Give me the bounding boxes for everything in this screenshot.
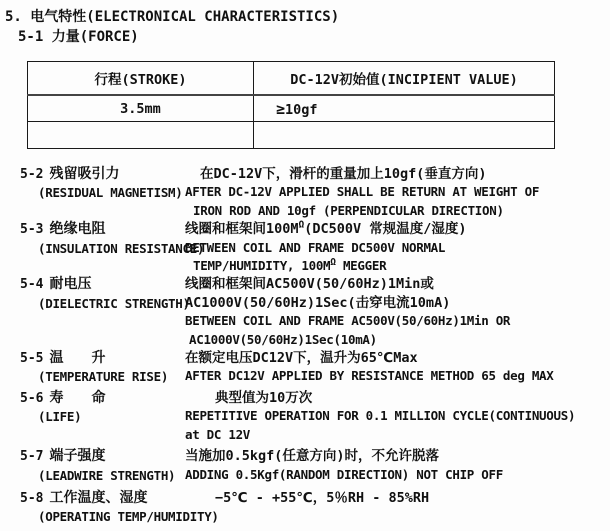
spec-line: TEMP/HUMIDITY, $100M^\Omega$ MEGGER [193, 256, 387, 274]
column-header-stroke: 行程(STROKE) [28, 62, 254, 96]
section-number: 5-2 [20, 167, 44, 182]
section-label [20, 220, 205, 258]
spec-line: AC1000V(50/60Hz)1Sec(10mA) [189, 331, 377, 347]
section-description [185, 489, 610, 507]
section-title-en: (OPERATING TEMP/HUMIDITY) [38, 509, 219, 525]
section-label [20, 447, 185, 485]
section-title-cn: 温 升 [49, 350, 106, 367]
section-description [185, 275, 610, 349]
section-operating-temp-humidity [0, 489, 610, 527]
section-title-cn: 耐电压 [49, 276, 92, 293]
section-title-en: (RESIDUAL MAGNETISM) [38, 185, 183, 201]
section-title-en: (LEADWIRE STRENGTH) [38, 467, 176, 483]
spec-line: 在DC-12V下，滑杆的重量加上10gf(垂直方向) [200, 166, 487, 182]
column-header-incipient-value: DC-12V初始值(INCIPIENT VALUE) [254, 62, 555, 96]
section-title-cn: 工作温度、湿度 [49, 489, 148, 506]
spec-line: REPETITIVE OPERATION FOR 0.1 MILLION CYCLE(CONTINUOUS) [185, 408, 576, 424]
section-title-cn: 绝缘电阻 [49, 221, 106, 238]
table-header-row [28, 62, 555, 96]
section-description [185, 165, 610, 220]
section-number: 5-4 [20, 277, 44, 293]
section-leadwire-strength [0, 447, 610, 485]
section-label [20, 165, 185, 203]
incipient-value-text: 10gf [285, 101, 318, 118]
ohm-symbol: Ω [298, 219, 305, 231]
section-label [20, 349, 185, 387]
table-row [28, 95, 555, 122]
section-number: 5-5 [20, 351, 44, 367]
spec-line: 典型值为10万次 [215, 389, 313, 406]
section-title-cn: 残留吸引力 [49, 166, 120, 182]
spec-line: IRON ROD AND 10gf (PERPENDICULAR DIRECTION) [193, 202, 504, 218]
spec-line: 线圈和框架间$100M^\Omega(DC500V$ 常规温度/湿度) [185, 219, 467, 238]
ohm-symbol: Ω [330, 256, 336, 268]
section-temperature-rise [0, 349, 610, 387]
empty-cell [254, 122, 555, 149]
section-title-en: (TEMPERATURE RISE) [38, 369, 169, 385]
spec-line: 当施加0.5kgf(任意方向)时，不允许脱落 [185, 448, 440, 465]
section-number: 5-7 [20, 449, 44, 465]
force-table [27, 61, 555, 149]
spec-line: BETWEEN COIL AND FRAME AC500V(50/60Hz)1Min OR [185, 313, 511, 329]
section-life [0, 389, 610, 444]
section-residual-magnetism [0, 165, 610, 220]
section-label [20, 489, 219, 527]
spec-line: BETWEEN COIL AND FRAME DC500V NORMAL [185, 239, 446, 255]
section-title-en: (LIFE) [38, 409, 82, 425]
spec-line: 在额定电压DC12V下，温升为65℃Max [185, 350, 418, 367]
section-description [185, 220, 610, 275]
page-title: 5. 电气特性(ELECTRONICAL CHARACTERISTICS) [5, 9, 340, 25]
spec-line: 线圈和框架间AC500V(50/60Hz)1Min或 [185, 276, 434, 293]
stroke-value-cell: 3.5mm [28, 95, 254, 122]
section-description [185, 349, 610, 386]
spec-line: ADDING 0.5Kgf(RANDOM DIRECTION) NOT CHIP OFF [185, 466, 503, 482]
section-label [20, 389, 185, 427]
spec-line: AFTER DC12V APPLIED BY RESISTANCE METHOD 65 deg MAX [185, 368, 554, 384]
section-title-en: (INSULATION RESISTANCE) [38, 240, 205, 256]
geq-symbol: ≥ [276, 99, 286, 118]
section-title-cn: 端子强度 [49, 448, 106, 465]
section-title-en: (DIELECTRIC STRENGTH) [38, 295, 190, 311]
spec-line: AC1000V(50/60Hz)1Sec(击穿电流10mA) [185, 294, 451, 311]
incipient-value-cell [254, 95, 555, 122]
spec-line: −5℃ - +55℃，5％RH - 85%RH [215, 489, 430, 506]
section-dielectric-strength [0, 275, 610, 349]
spec-sections [0, 165, 610, 527]
section-5-1-heading: 5-1 力量(FORCE) [18, 29, 139, 45]
spec-line: at DC 12V [185, 426, 251, 442]
section-number: 5-8 [20, 490, 44, 506]
table-row-empty [28, 122, 555, 149]
spec-line: AFTER DC-12V APPLIED SHALL BE RETURN AT WEIGHT OF [185, 184, 540, 200]
section-number: 5-3 [20, 222, 44, 238]
section-title-cn: 寿 命 [49, 389, 106, 406]
section-description [185, 447, 610, 484]
empty-cell [28, 122, 254, 149]
section-insulation-resistance [0, 220, 610, 275]
section-description [185, 389, 610, 444]
section-number: 5-6 [20, 390, 44, 406]
section-label [20, 275, 190, 313]
